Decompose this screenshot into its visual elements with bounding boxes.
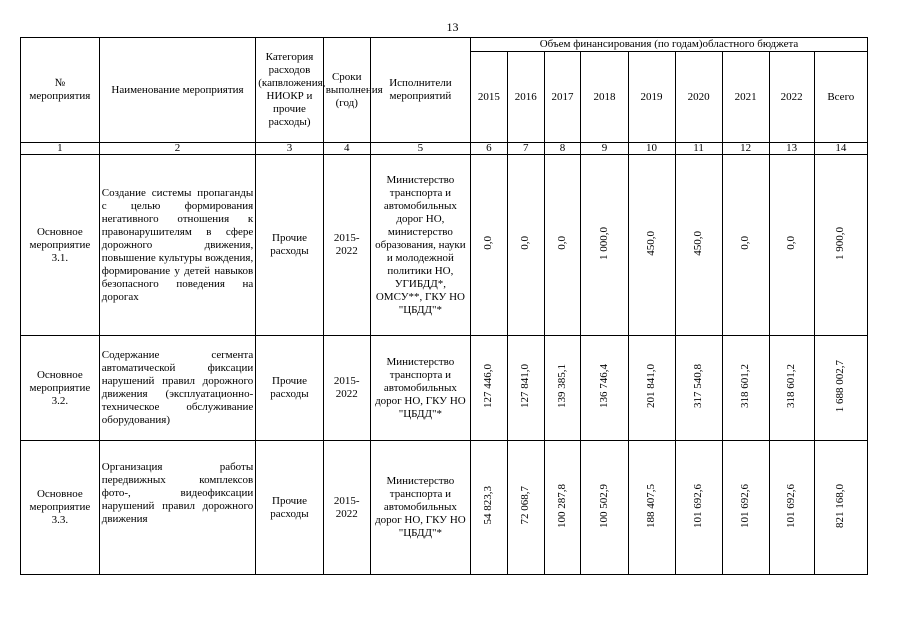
row-value: 101 692,6 (692, 483, 705, 528)
row-terms: 2015-2022 (323, 441, 370, 575)
row-category: Прочие расходы (256, 155, 324, 336)
row-value: 318 601,2 (785, 364, 798, 408)
header-row (21, 38, 868, 52)
row-value: 201 841,0 (645, 364, 658, 408)
table-row (21, 155, 868, 336)
row-value: 136 746,4 (597, 364, 610, 408)
row-terms: 2015-2022 (323, 336, 370, 441)
row-value: 188 407,5 (645, 483, 658, 528)
column-number: 1 (21, 143, 100, 155)
column-number: 2 (99, 143, 255, 155)
row-value: 318 601,2 (739, 364, 752, 408)
row-value: 101 692,6 (739, 483, 752, 528)
row-executors: Министерство транспорта и автомобильных дорог НО, ГКУ НО "ЦБДД"* (370, 336, 470, 441)
column-number: 14 (814, 143, 867, 155)
row-category: Прочие расходы (256, 336, 324, 441)
header-year: 2015 (471, 52, 508, 143)
header-total: Всего (814, 52, 867, 143)
header-year: 2016 (507, 52, 544, 143)
header-year: 2022 (769, 52, 814, 143)
column-number: 5 (370, 143, 470, 155)
header-executors: Исполнители мероприятий (370, 38, 470, 143)
column-number: 11 (675, 143, 722, 155)
row-value: 100 287,8 (556, 483, 569, 528)
row-value: 101 692,6 (785, 483, 798, 528)
row-value: 54 823,3 (482, 486, 495, 525)
row-value: 450,0 (645, 230, 658, 256)
row-value: 139 385,1 (556, 364, 569, 408)
row-num: Основное мероприятие 3.1. (21, 155, 100, 336)
header-num: № мероприятия (21, 38, 100, 143)
row-total: 1 688 002,7 (834, 359, 847, 413)
column-number: 10 (628, 143, 675, 155)
row-num: Основное мероприятие 3.2. (21, 336, 100, 441)
row-executors: Министерство транспорта и автомобильных дорог НО, ГКУ НО "ЦБДД"* (370, 441, 470, 575)
row-value: 127 841,0 (519, 364, 532, 408)
row-total: 821 168,0 (834, 483, 847, 528)
row-value: 0,0 (785, 236, 798, 250)
header-funding: Объем финансирования (по годам)областного бюджета (471, 38, 868, 52)
column-number: 6 (471, 143, 508, 155)
row-value: 0,0 (556, 236, 569, 250)
column-number: 13 (769, 143, 814, 155)
table-row (21, 336, 868, 441)
row-value: 127 446,0 (482, 364, 495, 408)
column-number: 3 (256, 143, 324, 155)
row-value: 1 000,0 (597, 226, 610, 260)
row-category: Прочие расходы (256, 441, 324, 575)
header-year: 2018 (581, 52, 628, 143)
row-value: 0,0 (519, 236, 532, 250)
row-value: 0,0 (482, 236, 495, 250)
row-value: 317 540,8 (692, 364, 705, 408)
header-terms: Сроки выполнения (год) (323, 38, 370, 143)
column-number: 4 (323, 143, 370, 155)
column-number: 7 (507, 143, 544, 155)
header-year: 2020 (675, 52, 722, 143)
row-total: 1 900,0 (834, 226, 847, 260)
row-name: Организация работы передвижных комплексов фото-, видеофиксации нарушений правил дорожного движения (99, 441, 255, 575)
row-terms: 2015-2022 (323, 155, 370, 336)
row-num: Основное мероприятие 3.3. (21, 441, 100, 575)
row-name: Содержание сегмента автоматической фиксации нарушений правил дорожного движения (эксплуатационно-техническое обслуживание оборудования) (99, 336, 255, 441)
row-executors: Министерство транспорта и автомобильных дорог НО, министерство образования, науки и молодежной политики НО, УГИБДД*, ОМСУ**, ГКУ НО "ЦБДД"* (370, 155, 470, 336)
row-value: 100 502,9 (597, 483, 610, 528)
column-number: 8 (544, 143, 581, 155)
row-value: 0,0 (739, 236, 752, 250)
header-category: Категория расходов (капвложения, НИОКР и прочие расходы) (256, 38, 324, 143)
header-year: 2019 (628, 52, 675, 143)
header-year: 2021 (722, 52, 769, 143)
column-number-row (21, 143, 868, 155)
page-number: 13 (446, 20, 459, 34)
row-value: 72 068,7 (519, 486, 532, 525)
row-name: Создание системы пропаганды с целью формирования негативного отношения к правонарушителям в сфере дорожного движения, повышение культуры вождения, формирование у детей навыков безопасного поведения на дорогах (99, 155, 255, 336)
column-number: 9 (581, 143, 628, 155)
header-name: Наименование мероприятия (99, 38, 255, 143)
row-value: 450,0 (692, 230, 705, 256)
header-year: 2017 (544, 52, 581, 143)
column-number: 12 (722, 143, 769, 155)
table-row (21, 441, 868, 575)
funding-table (20, 37, 868, 575)
